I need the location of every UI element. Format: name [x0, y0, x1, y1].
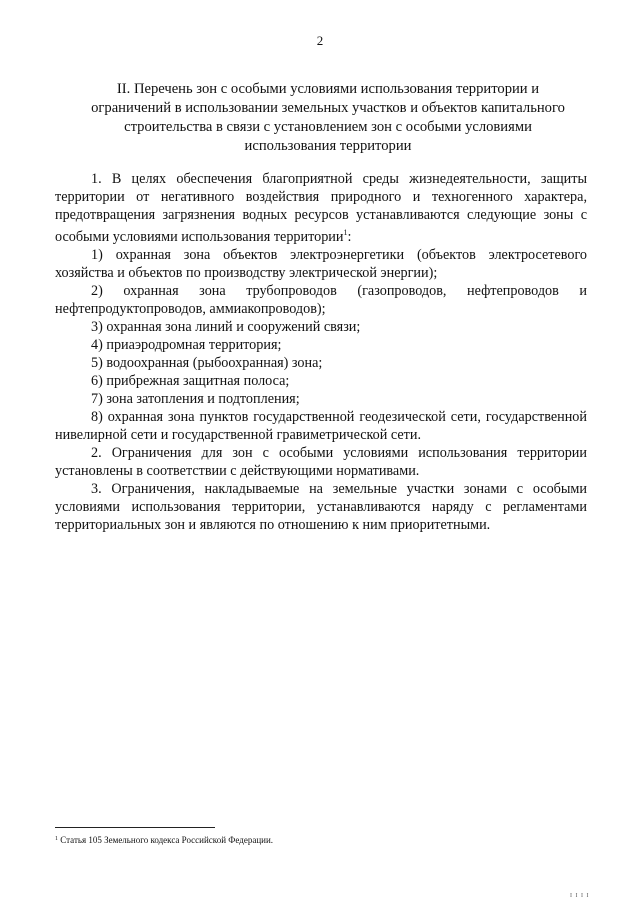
heading-line-2: ограничений в использовании земельных участков и объектов капитального: [91, 100, 565, 116]
paragraph-1: [55, 170, 587, 246]
document-body: [55, 170, 587, 534]
list-item: 2) охранная зона трубопроводов (газопроводов, нефтепроводов и нефтепродуктопроводов, аммиакопроводов);: [55, 283, 587, 317]
page-number: 2: [316, 33, 324, 48]
footnote-marker: 1: [55, 836, 58, 842]
paragraph-1-text: 1. В целях обеспечения благоприятной среды жизнедеятельности, защиты территории от негативного воздействия природного и техногенного характера, предотвращения загрязнения водных ресурсов устанавливаются следующие зоны с особыми условиями использования территории: [55, 171, 587, 245]
footnote-text: Статья 105 Земельного кодекса Российской Федерации.: [60, 835, 274, 845]
heading-line-3: строительства в связи с установлением зон с особыми условиями: [124, 119, 532, 135]
list-item: 6) прибрежная защитная полоса;: [91, 373, 290, 389]
paragraph-3: 3. Ограничения, накладываемые на земельные участки зонами с особыми условиями использования территории, устанавливаются наряду с регламентами территориальных зон и являются по отношению к ним приоритетными.: [55, 481, 587, 533]
footnote: [55, 834, 273, 846]
footnote-divider: [55, 827, 215, 828]
paragraph-1-end: :: [347, 229, 352, 245]
list-item: 1) охранная зона объектов электроэнергетики (объектов электросетевого хозяйства и объектов по производству электрической энергии);: [55, 247, 587, 281]
footnote-reference: 1: [343, 228, 348, 237]
list-item: 4) приаэродромная территория;: [91, 337, 282, 353]
list-item: 7) зона затопления и подтопления;: [91, 391, 300, 407]
list-item: 8) охранная зона пунктов государственной геодезической сети, государственной нивелирной сети и государственной гравиметрической сети.: [55, 409, 587, 443]
list-item: 3) охранная зона линий и сооружений связи;: [91, 319, 361, 335]
section-heading: [88, 80, 568, 156]
list-item: 5) водоохранная (рыбоохранная) зона;: [91, 355, 323, 371]
heading-line-1: II. Перечень зон с особыми условиями использования территории и: [116, 81, 540, 97]
heading-line-4: использования территории: [244, 138, 412, 154]
paragraph-2: 2. Ограничения для зон с особыми условиями использования территории установлены в соответствии с действующими нормативами.: [55, 445, 587, 479]
scan-marks: I I I I: [570, 893, 590, 899]
